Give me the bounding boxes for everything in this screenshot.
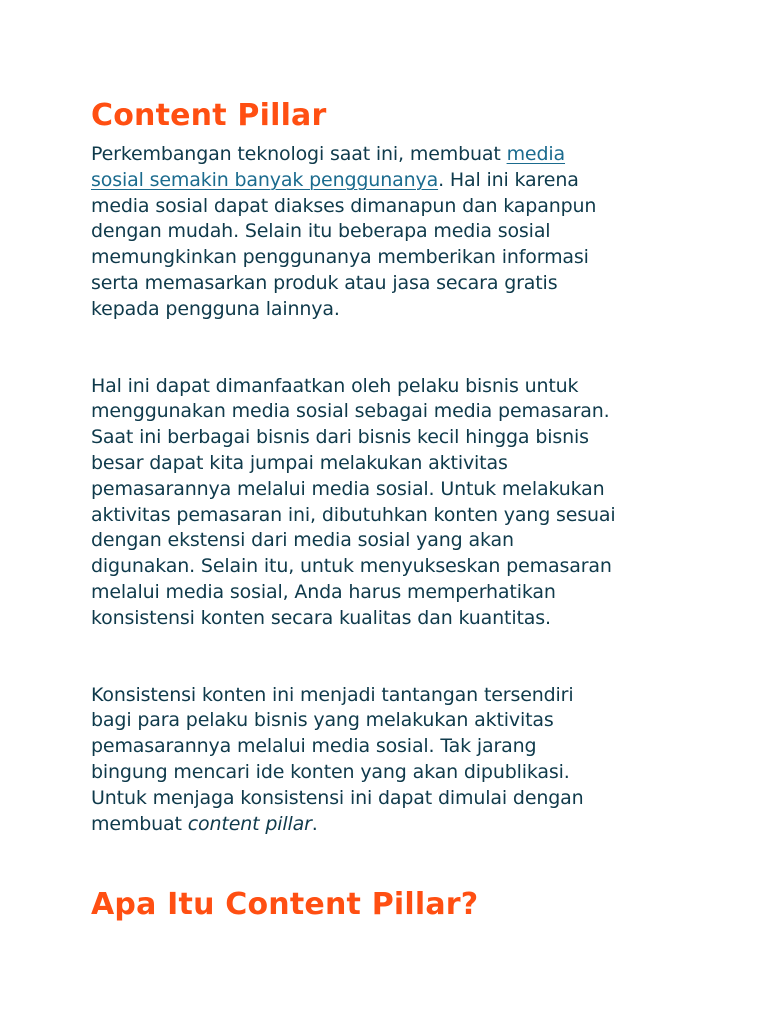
section-heading: Apa Itu Content Pillar? [91,887,479,923]
paragraph-line: bagi para pelaku bisnis yang melakukan aktivitas [91,709,554,732]
italic-term: content pillar [187,812,312,835]
media-sosial-link[interactable]: media [506,143,566,165]
paragraph-intro [91,142,708,323]
paragraph-line: pemasarannya melalui media sosial. Tak jarang [91,735,537,758]
paragraph-line: memungkinkan penggunanya memberikan informasi [91,246,589,269]
paragraph-line: pemasarannya melalui media sosial. Untuk melakukan [91,477,605,500]
paragraph-line: kepada pengguna lainnya. [91,297,340,320]
paragraph-line: menggunakan media sosial sebagai media pemasaran. [91,400,610,423]
paragraph-line [91,812,708,838]
paragraph-line: Saat ini berbagai bisnis dari bisnis kecil hingga bisnis [91,426,589,449]
paragraph-line: Konsistensi konten ini menjadi tantangan tersendiri [91,683,574,706]
media-sosial-link-continued[interactable]: sosial semakin banyak penggunanya [91,168,439,191]
text-run: membuat [91,812,188,835]
text-run: . [311,812,318,835]
paragraph-line: aktivitas pemasaran ini, dibutuhkan konten yang sesuai [91,503,616,526]
paragraph-line [91,168,708,194]
paragraph-line: melalui media sosial, Anda harus memperhatikan [91,580,556,603]
paragraph-business [91,374,708,632]
paragraph-line: dengan ekstensi dari media sosial yang akan [91,529,514,552]
paragraph-line: Untuk menjaga konsistensi ini dapat dimulai dengan [91,786,584,809]
paragraph-line: Hal ini dapat dimanfaatkan oleh pelaku bisnis untuk [91,374,579,397]
paragraph-line: besar dapat kita jumpai melakukan aktivitas [91,451,508,474]
paragraph-line: dengan mudah. Selain itu beberapa media sosial [91,220,551,243]
paragraph-line: digunakan. Selain itu, untuk menyukseskan pemasaran [91,555,612,578]
text-run: Perkembangan teknologi saat ini, membuat [91,143,507,165]
paragraph-line: konsistensi konten secara kualitas dan kuantitas. [91,606,551,629]
paragraph-line: bingung mencari ide konten yang akan dipublikasi. [91,760,570,783]
paragraph-line: serta memasarkan produk atau jasa secara gratis [91,271,558,294]
paragraph-line [91,142,708,168]
page-title: Content Pillar [91,98,327,133]
paragraph-line: media sosial dapat diakses dimanapun dan kapanpun [91,194,597,217]
paragraph-consistency [91,683,708,838]
text-run: . Hal ini karena [438,168,579,191]
